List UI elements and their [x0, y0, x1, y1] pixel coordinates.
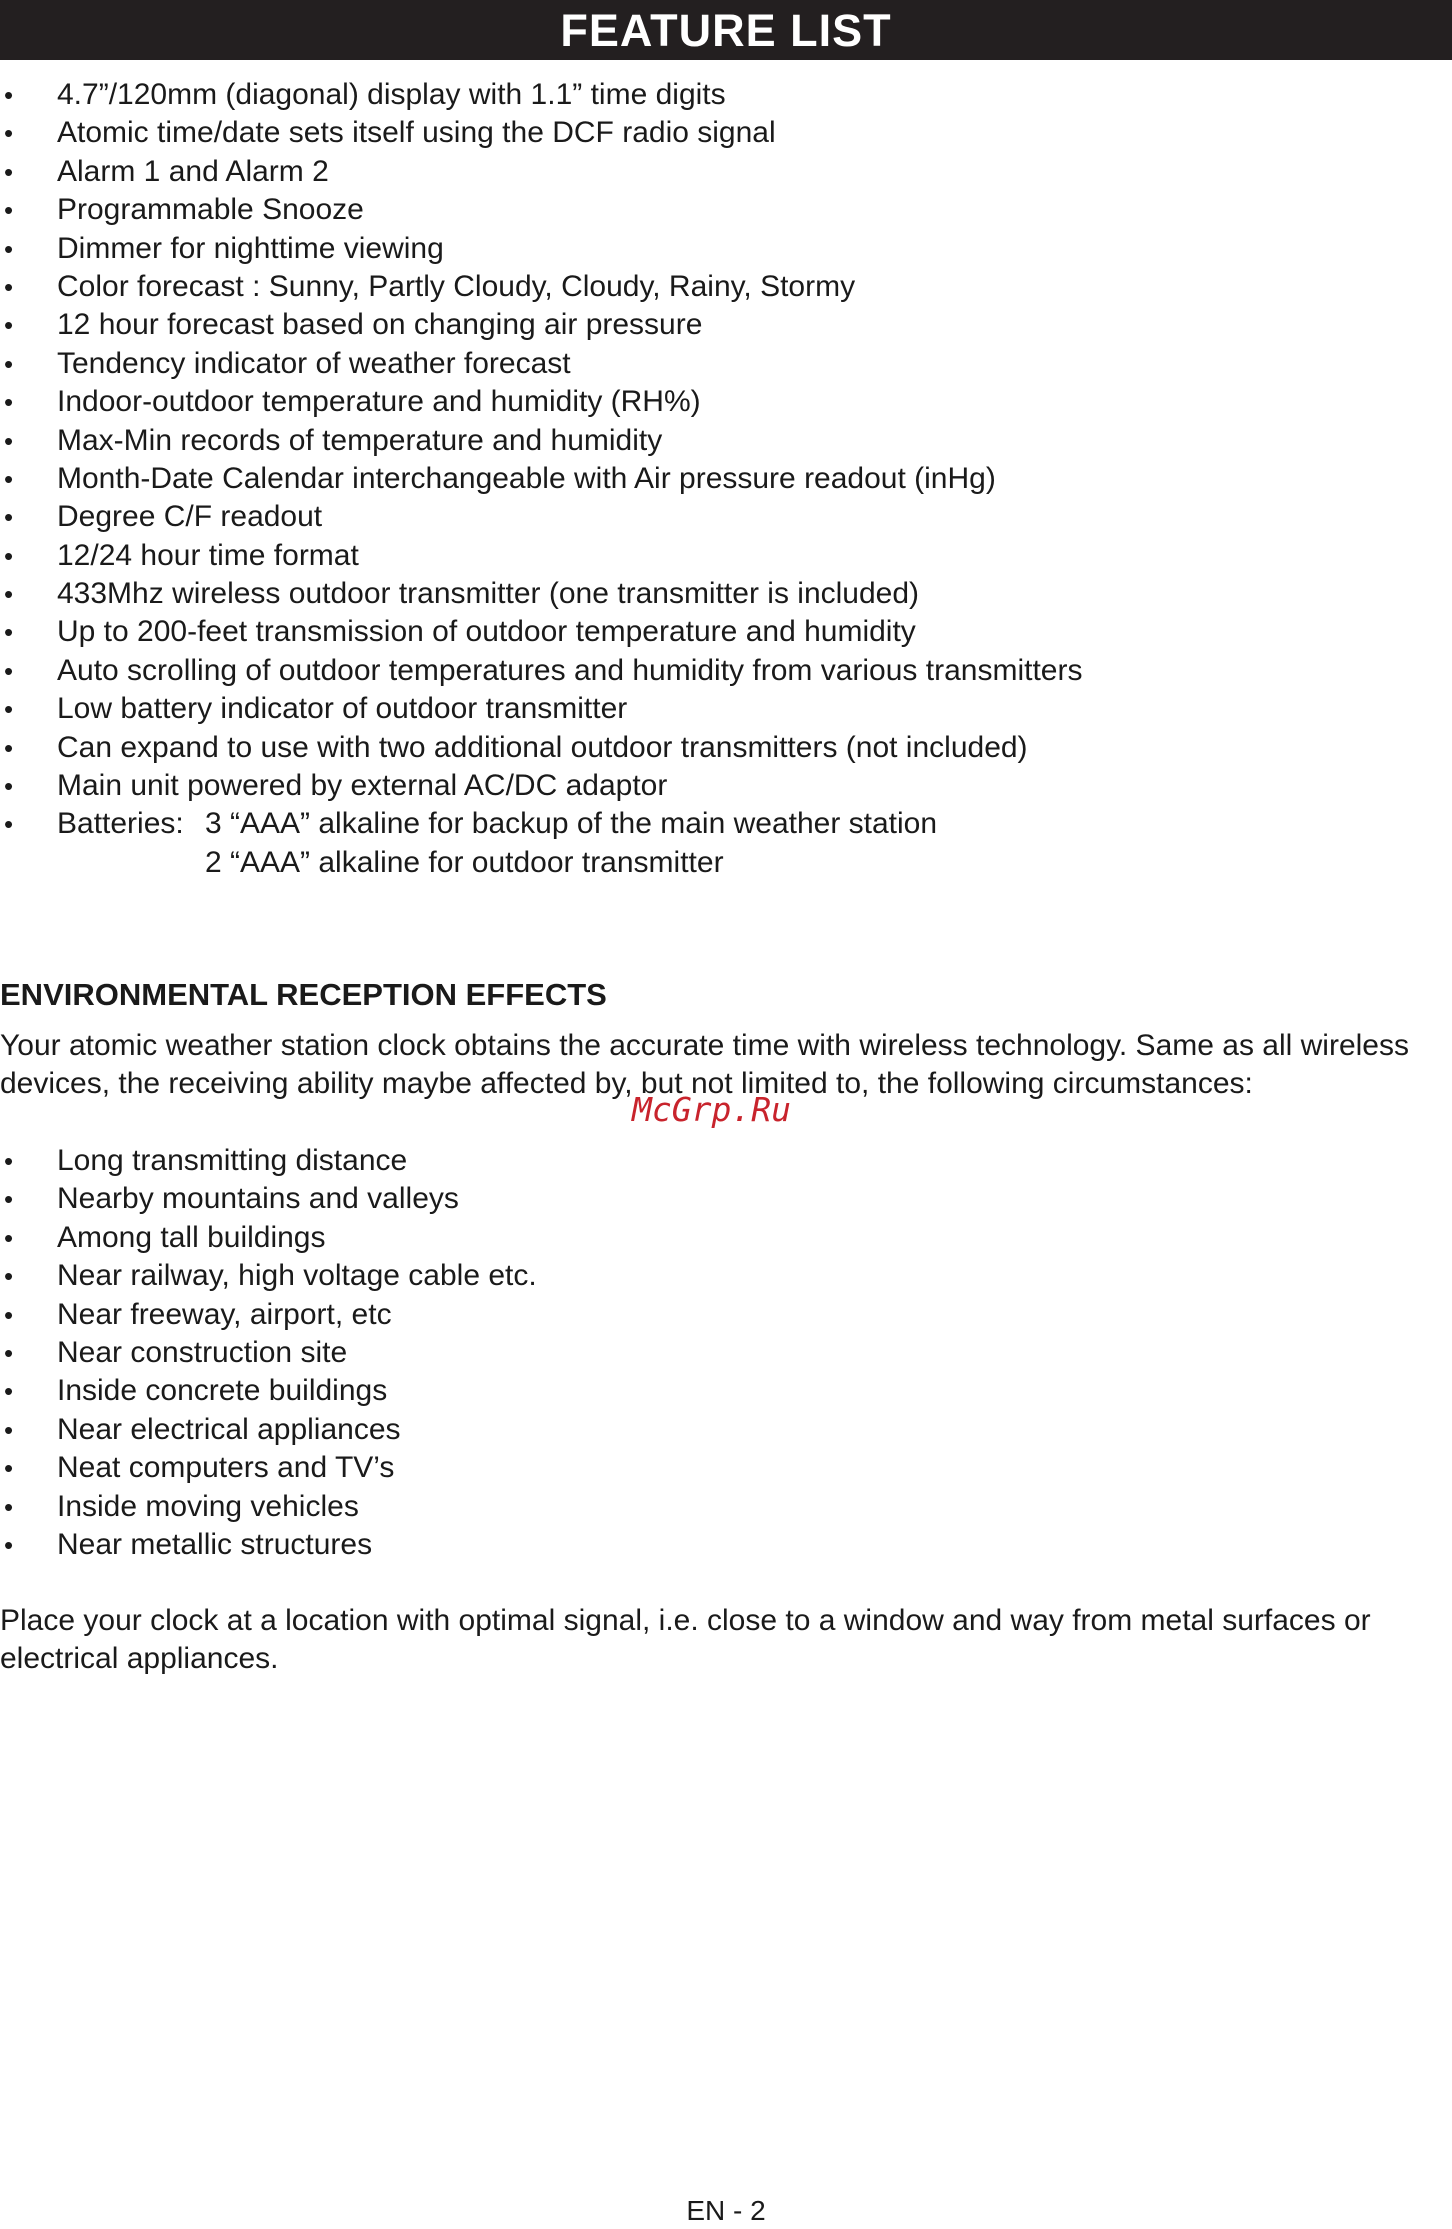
feature-text: Main unit powered by external AC/DC adaptor — [57, 769, 668, 803]
bullet: • — [4, 771, 14, 802]
list-item — [0, 114, 1452, 152]
list-item — [0, 230, 1452, 268]
effect-text: Near metallic structures — [57, 1527, 373, 1561]
bullet: • — [4, 1146, 14, 1176]
list-item — [0, 191, 1452, 229]
list-item — [0, 1488, 1452, 1526]
closing-paragraph: Place your clock at a location with optimal signal, i.e. close to a window and way from metal surfaces or electrical appliances. — [0, 1604, 1371, 1676]
effect-text: Near construction site — [57, 1335, 348, 1369]
bullet: • — [4, 540, 14, 571]
page-number: EN - 2 — [686, 2195, 766, 2226]
bullet: • — [4, 694, 14, 725]
batteries-line-1 — [57, 805, 937, 843]
batteries-main-unit: 3 “AAA” alkaline for backup of the main weather station — [205, 807, 938, 841]
list-item — [0, 575, 1452, 613]
batteries-outdoor-unit: 2 “AAA” alkaline for outdoor transmitter — [205, 845, 724, 879]
effect-text: Near railway, high voltage cable etc. — [57, 1259, 537, 1293]
feature-text: Indoor-outdoor temperature and humidity (RH%) — [57, 385, 701, 419]
section-heading: ENVIRONMENTAL RECEPTION EFFECTS — [0, 977, 607, 1012]
bullet: • — [4, 463, 14, 494]
bullet: • — [4, 1491, 14, 1522]
bullet: • — [4, 1414, 14, 1445]
list-item — [0, 460, 1452, 498]
bullet: • — [4, 1376, 14, 1407]
effect-text: Among tall buildings — [57, 1220, 326, 1254]
bullet: • — [4, 1184, 14, 1215]
bullet: • — [4, 118, 14, 149]
feature-text: Atomic time/date sets itself using the DCF radio signal — [57, 116, 776, 150]
list-item — [0, 345, 1452, 383]
bullet: • — [4, 195, 14, 226]
feature-text: Alarm 1 and Alarm 2 — [57, 154, 329, 188]
effect-text: Near electrical appliances — [57, 1412, 401, 1446]
list-item — [0, 613, 1452, 651]
bullet: • — [4, 387, 14, 418]
list-item — [0, 1142, 1452, 1180]
feature-text: Auto scrolling of outdoor temperatures and humidity from various transmitters — [57, 653, 1083, 687]
bullet: • — [4, 1337, 14, 1368]
page-title: FEATURE LIST — [0, 0, 1452, 60]
list-item — [0, 1449, 1452, 1487]
reception-effects-list — [0, 1142, 1452, 1564]
feature-text: Month-Date Calendar interchangeable with Air pressure readout (inHg) — [57, 461, 996, 495]
bullet: • — [4, 271, 14, 302]
list-item — [0, 1180, 1452, 1218]
list-item — [0, 153, 1452, 191]
feature-list — [0, 76, 1452, 879]
list-item — [0, 1219, 1452, 1257]
bullet: • — [4, 617, 14, 648]
bullet: • — [4, 1299, 14, 1330]
bullet: • — [4, 80, 14, 110]
batteries-item — [0, 805, 1452, 879]
bullet: • — [4, 156, 14, 187]
list-item — [0, 1257, 1452, 1295]
effect-text: Long transmitting distance — [57, 1144, 408, 1177]
list-item — [0, 1334, 1452, 1372]
bullet: • — [4, 809, 14, 840]
bullet: • — [4, 310, 14, 341]
feature-text: Dimmer for nighttime viewing — [57, 231, 444, 265]
feature-text: 433Mhz wireless outdoor transmitter (one transmitter is included) — [57, 577, 920, 611]
intro-paragraph: Your atomic weather station clock obtains the accurate time with wireless technology. Same as all wireless devices, the receiving ability maybe affected by, but not limited to, the following circumstances: — [0, 1029, 1409, 1101]
feature-text: Can expand to use with two additional outdoor transmitters (not included) — [57, 730, 1028, 764]
feature-text: Up to 200-feet transmission of outdoor temperature and humidity — [57, 615, 916, 649]
feature-text: 4.7”/120mm (diagonal) display with 1.1” time digits — [57, 78, 726, 111]
bullet: • — [4, 1453, 14, 1484]
bullet: • — [4, 655, 14, 686]
feature-text: Degree C/F readout — [57, 500, 323, 534]
list-item — [0, 268, 1452, 306]
list-item — [0, 498, 1452, 536]
effect-text: Neat computers and TV’s — [57, 1451, 395, 1485]
bullet: • — [4, 732, 14, 763]
batteries-label: Batteries: — [57, 807, 184, 841]
list-item — [0, 306, 1452, 344]
bullet: • — [4, 348, 14, 379]
list-item — [0, 1411, 1452, 1449]
list-item — [0, 652, 1452, 690]
list-item — [0, 383, 1452, 421]
feature-text: Tendency indicator of weather forecast — [57, 346, 571, 380]
bullet: • — [4, 579, 14, 610]
list-item — [0, 537, 1452, 575]
effect-text: Near freeway, airport, etc — [57, 1297, 392, 1331]
feature-text: Color forecast : Sunny, Partly Cloudy, Cloudy, Rainy, Stormy — [57, 269, 856, 303]
feature-text: 12 hour forecast based on changing air pressure — [57, 308, 703, 342]
feature-text: Max-Min records of temperature and humidity — [57, 423, 663, 457]
effect-text: Inside concrete buildings — [57, 1374, 388, 1408]
bullet: • — [4, 1261, 14, 1292]
list-item — [0, 1296, 1452, 1334]
list-item — [0, 1372, 1452, 1410]
feature-text: 12/24 hour time format — [57, 538, 359, 572]
effect-text: Inside moving vehicles — [57, 1489, 359, 1523]
feature-text: Low battery indicator of outdoor transmitter — [57, 692, 628, 726]
bullet: • — [4, 1529, 14, 1560]
bullet: • — [4, 1222, 14, 1253]
list-item — [0, 1526, 1452, 1564]
list-item — [0, 422, 1452, 460]
list-item — [0, 76, 1452, 114]
feature-text: Programmable Snooze — [57, 193, 364, 227]
bullet: • — [4, 425, 14, 456]
effect-text: Nearby mountains and valleys — [57, 1182, 459, 1216]
list-item — [0, 729, 1452, 767]
list-item — [0, 767, 1452, 805]
watermark: McGrp.Ru — [632, 1090, 791, 1129]
list-item — [0, 690, 1452, 728]
bullet: • — [4, 502, 14, 533]
bullet: • — [4, 233, 14, 264]
